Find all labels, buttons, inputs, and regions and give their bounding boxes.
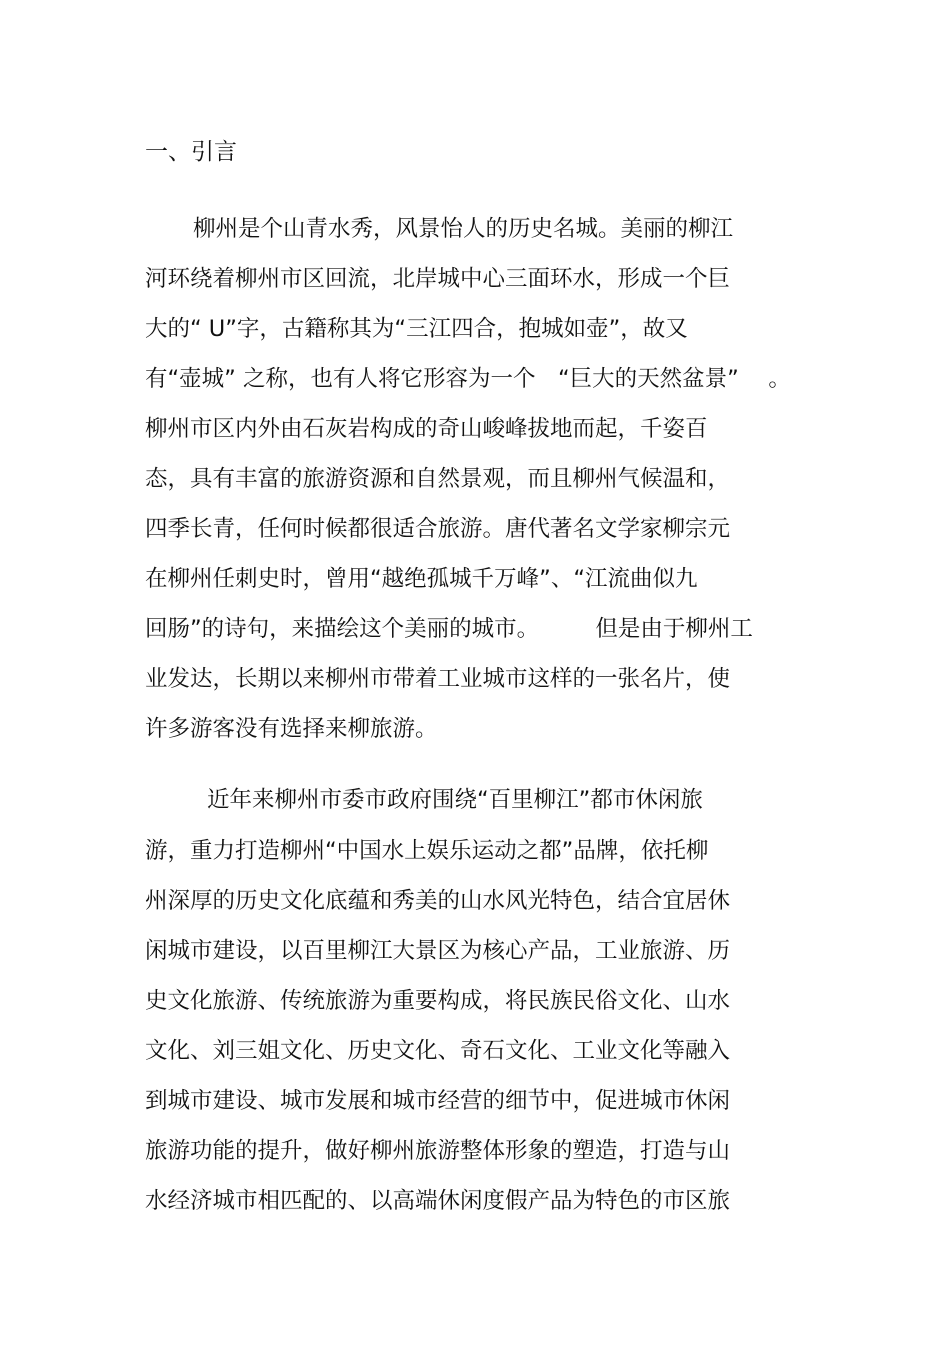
paragraph-line: 旅游功能的提升，做好柳州旅游整体形象的塑造，打造与山 xyxy=(145,1138,731,1164)
paragraph-line: 业发达，长期以来柳州市带着工业城市这样的一张名片，使 xyxy=(145,666,731,692)
paragraph-line: 柳州市区内外由石灰岩构成的奇山峻峰拔地而起，千姿百 xyxy=(145,416,708,442)
paragraph-line: 大的“ U”字，古籍称其为“三江四合，抱城如壶”，故又 xyxy=(145,316,688,342)
paragraph-line: 柳州是个山青水秀，风景怡人的历史名城。美丽的柳江 xyxy=(193,216,734,242)
section-heading: 一、引言 xyxy=(145,139,237,165)
paragraph-line: 游，重力打造柳州“中国水上娱乐运动之都”品牌，依托柳 xyxy=(145,838,709,864)
paragraph-line: 到城市建设、城市发展和城市经营的细节中，促进城市休闲 xyxy=(145,1088,731,1114)
paragraph-line: 近年来柳州市委市政府围绕“百里柳江”都市休闲旅 xyxy=(207,787,703,813)
paragraph-line: 态，具有丰富的旅游资源和自然景观，而且柳州气候温和， xyxy=(145,466,731,492)
paragraph-line: 河环绕着柳州市区回流，北岸城中心三面环水，形成一个巨 xyxy=(145,266,731,292)
paragraph-line: 史文化旅游、传统旅游为重要构成，将民族民俗文化、山水 xyxy=(145,988,731,1014)
paragraph-line: 回肠”的诗句，来描绘这个美丽的城市。 但是由于柳州工 xyxy=(145,616,753,642)
paragraph-line: 水经济城市相匹配的、以高端休闲度假产品为特色的市区旅 xyxy=(145,1188,731,1214)
paragraph-line: 有“壶城” 之称，也有人将它形容为一个 “巨大的天然盆景” 。 xyxy=(145,366,791,392)
paragraph-line: 文化、刘三姐文化、历史文化、奇石文化、工业文化等融入 xyxy=(145,1038,731,1064)
paragraph-line: 在柳州任刺史时，曾用“越绝孤城千万峰”、“江流曲似九 xyxy=(145,566,698,592)
paragraph-line: 四季长青，任何时候都很适合旅游。唐代著名文学家柳宗元 xyxy=(145,516,731,542)
paragraph-line: 州深厚的历史文化底蕴和秀美的山水风光特色，结合宜居休 xyxy=(145,888,731,914)
paragraph-line: 许多游客没有选择来柳旅游。 xyxy=(145,716,438,742)
paragraph-line: 闲城市建设，以百里柳江大景区为核心产品，工业旅游、历 xyxy=(145,938,731,964)
